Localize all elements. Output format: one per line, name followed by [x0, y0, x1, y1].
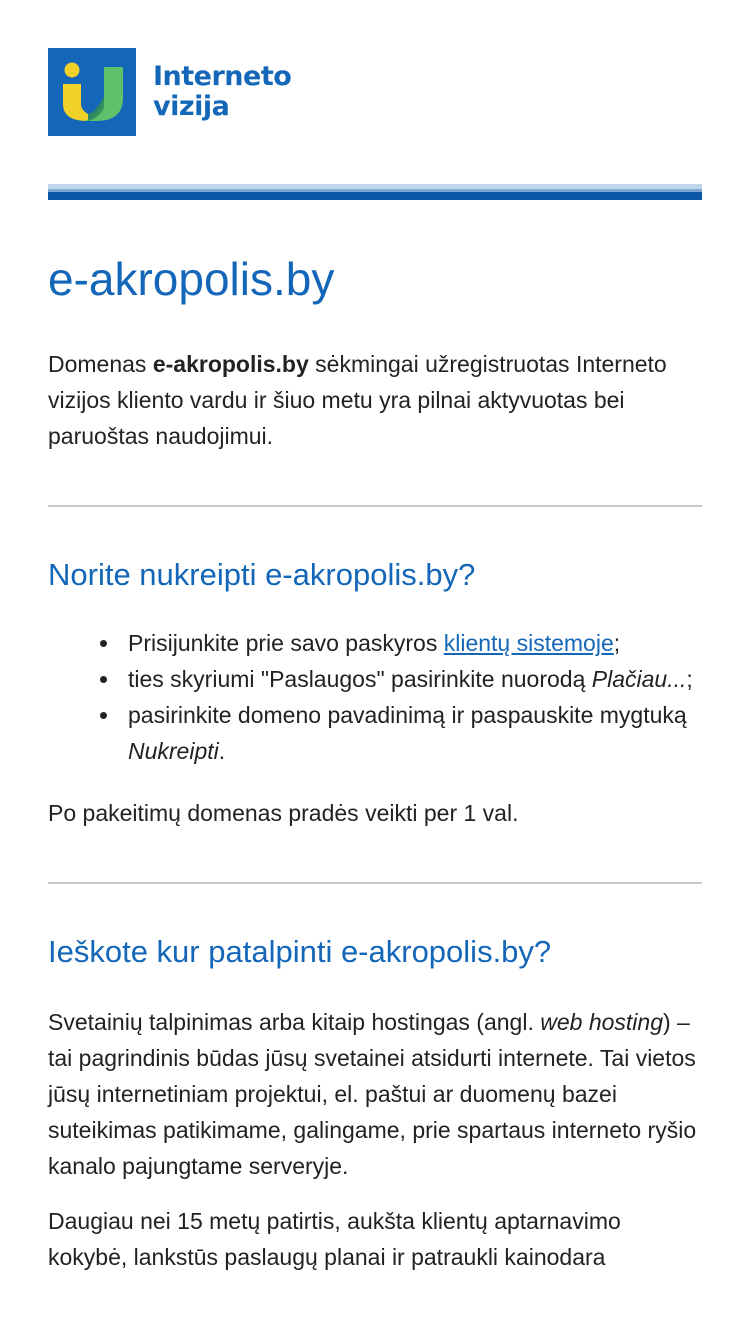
redirect-heading: Norite nukreipti e-akropolis.by?: [48, 557, 476, 592]
step-emphasis: Plačiau...: [591, 666, 687, 692]
section-divider: [48, 882, 702, 884]
redirect-steps-list: [48, 625, 702, 769]
intro-prefix: Domenas: [48, 351, 153, 377]
logo-wordmark: [153, 62, 291, 122]
logo-mark-icon: [48, 48, 136, 136]
intro-domain: e-akropolis.by: [152, 351, 309, 377]
client-system-link[interactable]: klientų sistemoje: [443, 630, 614, 656]
bullet-icon: [100, 676, 107, 683]
list-item: [128, 661, 702, 697]
step-text: pasirinkite domeno pavadinimą ir paspauskite mygtuką: [128, 702, 687, 728]
hosting-text: Svetainių talpinimas arba kitaip hostingas (angl.: [48, 1009, 541, 1035]
step-text-end: .: [218, 738, 226, 764]
interneto-vizija-logo[interactable]: [48, 48, 291, 136]
bullet-icon: [100, 712, 107, 719]
intro-suffix: sėkmingai užregistruotas Interneto vizijos kliento vardu ir šiuo metu yra pilnai aktyvuotas bei paruoštas naudojimui.: [48, 351, 667, 449]
hosting-text-end: ) – tai pagrindinis būdas jūsų svetainei atsidurti internete. Tai vietos jūsų internetiniam projektui, el. paštui ar duomenų bazei suteikimas patikimame, galingame, prie spartaus interneto ryšio kanalo pajungtame serveryje.: [48, 1009, 697, 1179]
main-content: [48, 248, 702, 1275]
list-item: [128, 697, 702, 769]
hosting-paragraph-2: Daugiau nei 15 metų patirtis, aukšta klientų aptarnavimo kokybė, lankstūs paslaugų planai ir patraukli kainodara: [48, 1208, 621, 1270]
hosting-paragraph-1: [48, 1004, 702, 1184]
step-text: ties skyriumi "Paslaugos" pasirinkite nuorodą: [128, 666, 592, 692]
section-divider: [48, 505, 702, 507]
bullet-icon: [100, 640, 107, 647]
redirect-note: Po pakeitimų domenas pradės veikti per 1 val.: [48, 800, 519, 826]
hosting-heading: Ieškote kur patalpinti e-akropolis.by?: [48, 934, 552, 969]
page-title: e-akropolis.by: [48, 253, 335, 305]
list-item: [128, 625, 702, 661]
step-text: Prisijunkite prie savo paskyros: [128, 630, 444, 656]
step-emphasis: Nukreipti: [128, 738, 219, 764]
hosting-emphasis: web hosting: [540, 1009, 663, 1035]
step-text-end: ;: [686, 666, 693, 692]
logo-text-line2: vizija: [153, 91, 230, 122]
header-divider-bar: [48, 184, 702, 200]
logo-text-line1: Interneto: [153, 61, 292, 92]
intro-paragraph: [48, 346, 702, 454]
step-text-end: ;: [613, 630, 621, 656]
